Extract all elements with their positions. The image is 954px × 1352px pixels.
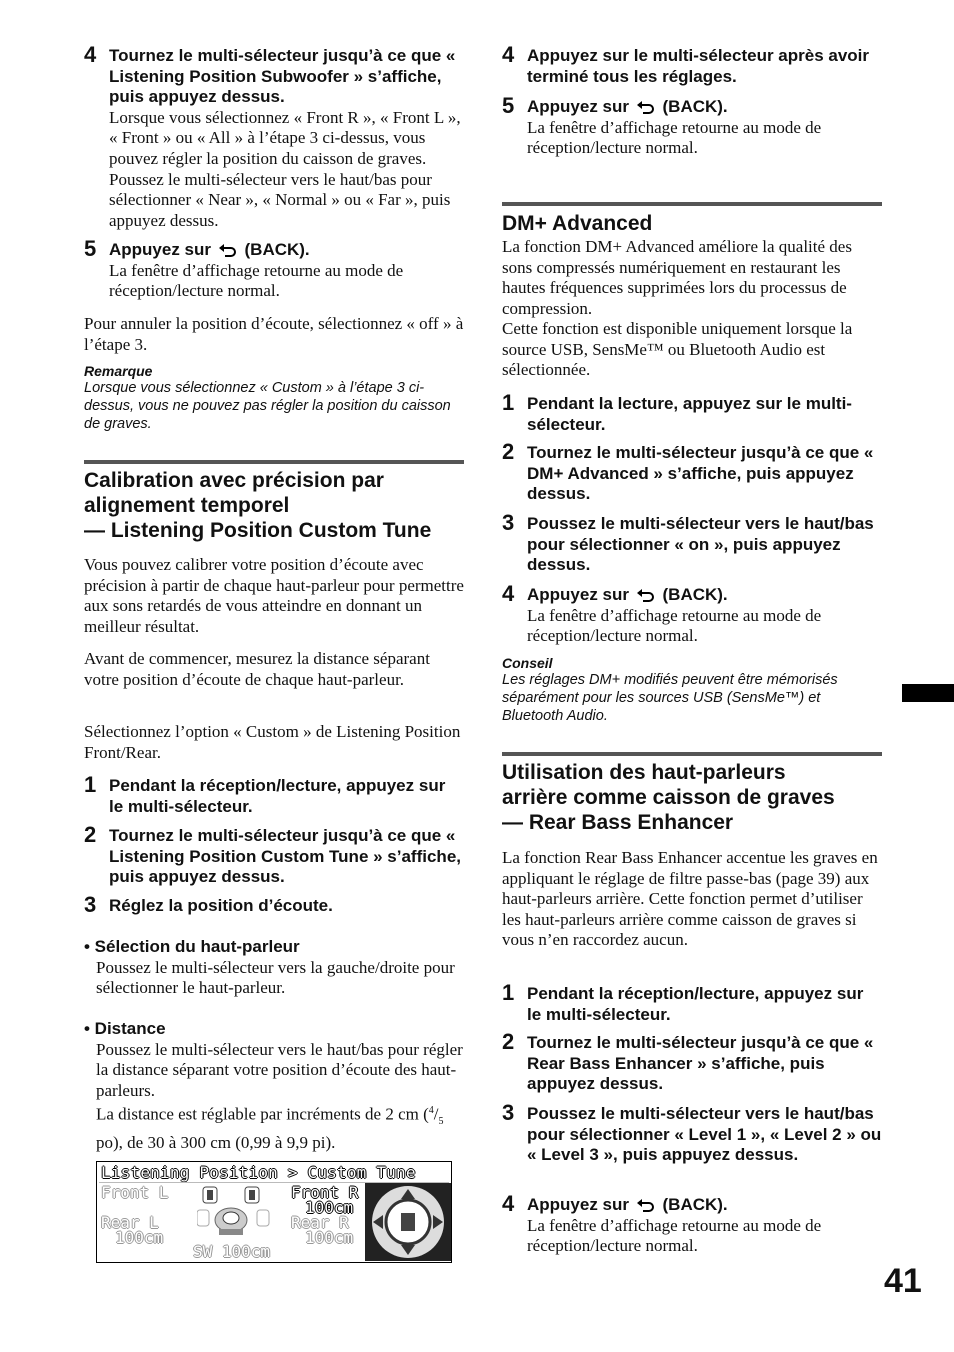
section-title-dm-advanced: DM+ Advanced bbox=[502, 212, 653, 235]
step-5-back bbox=[84, 236, 464, 302]
step-title: Pendant la réception/lecture, appuyez sur le multi-sélecteur. bbox=[527, 984, 864, 1024]
rbe-step-1 bbox=[502, 980, 882, 1025]
lcd-right-panel bbox=[365, 1183, 451, 1261]
fraction-numerator: 4 bbox=[428, 1105, 434, 1117]
bullet-heading: • Distance bbox=[84, 1019, 166, 1038]
back-icon bbox=[636, 1198, 656, 1212]
step-title bbox=[527, 1195, 882, 1216]
lcd-front-r-label: Front R bbox=[291, 1183, 359, 1202]
step-number: 1 bbox=[502, 390, 515, 415]
step-text: Lorsque vous sélectionnez « Front R », « Front L », « Front » ou « All » à l’étape 3 ci-dessus, vous pouvez régler la position du caisson de graves. Poussez le multi-sélecteur vers le haut/bas pour sélectionner « Near », « Normal » ou « Far », puis appuyez dessus. bbox=[109, 107, 461, 230]
title-line: Utilisation des haut-parleurs bbox=[502, 761, 786, 784]
title-line: — Rear Bass Enhancer bbox=[502, 811, 734, 834]
back-icon bbox=[218, 243, 238, 257]
step-title-after: (BACK). bbox=[244, 240, 310, 259]
step-number: 3 bbox=[502, 1100, 515, 1125]
fraction-denominator: 5 bbox=[438, 1116, 444, 1128]
title-line: — Listening Position Custom Tune bbox=[84, 519, 432, 542]
section-rule bbox=[502, 202, 882, 206]
text-part: La distance est réglable par incréments de 2 cm ( bbox=[96, 1105, 429, 1125]
step-title: Appuyez sur le multi-sélecteur après avoir terminé tous les réglages. bbox=[527, 46, 870, 86]
bullet-text: Poussez le multi-sélecteur vers le haut/bas pour régler la distance séparant votre position d’écoute des haut-parleurs. bbox=[96, 1039, 463, 1100]
lcd-title: Listening Position > Custom Tune bbox=[101, 1163, 416, 1182]
step-title-before: Appuyez sur bbox=[527, 97, 630, 116]
section-rule bbox=[502, 752, 882, 756]
rbe-step-4-back bbox=[502, 1191, 882, 1257]
tip-text: Les réglages DM+ modifiés peuvent être mémorisés séparément pour les sources USB (SensMe™) et Bluetooth Audio. bbox=[502, 672, 838, 724]
lcd-rear-l-label: Rear L bbox=[101, 1213, 159, 1232]
section-rule bbox=[84, 460, 464, 464]
step-title: Pendant la lecture, appuyez sur le multi-sélecteur. bbox=[527, 394, 852, 434]
bullet-heading: • Sélection du haut-parleur bbox=[84, 937, 300, 956]
section-title-custom-tune bbox=[84, 468, 474, 543]
step-title bbox=[527, 585, 882, 606]
note-remarque bbox=[84, 363, 464, 433]
step-number: 2 bbox=[502, 439, 515, 464]
step-title-after: (BACK). bbox=[662, 585, 728, 604]
section-title-rear-bass bbox=[502, 760, 892, 835]
step-title: Réglez la position d’écoute. bbox=[109, 896, 333, 915]
step-text: La fenêtre d’affichage retourne au mode de réception/lecture normal. bbox=[109, 260, 404, 301]
step-number: 5 bbox=[84, 236, 97, 261]
step-number: 3 bbox=[502, 510, 515, 535]
paragraph: Vous pouvez calibrer votre position d’écoute avec précision à partir de chaque haut-parleur pour permettre aux sons retardés de vous atteindre en donnant un meilleur résultat. bbox=[84, 555, 464, 636]
lcd-rear-r-value: 100cm bbox=[305, 1228, 354, 1247]
lcd-display-illustration bbox=[96, 1161, 452, 1263]
step-5-back bbox=[502, 93, 882, 159]
step-number: 4 bbox=[84, 42, 97, 67]
step-title bbox=[527, 97, 882, 118]
step-number: 4 bbox=[502, 1191, 515, 1216]
step-number: 4 bbox=[502, 581, 515, 606]
paragraph: Cette fonction est disponible uniquement lorsque la source USB, SensMe™ ou Bluetooth Audio est sélectionnée. bbox=[502, 319, 853, 380]
back-icon bbox=[636, 588, 656, 602]
step-title: Poussez le multi-sélecteur vers le haut/bas pour sélectionner « on », puis appuyez dessus. bbox=[527, 514, 874, 575]
step-title: Poussez le multi-sélecteur vers le haut/bas pour sélectionner « Level 1 », « Level 2 » ou « Level 3 », puis appuyez dessus. bbox=[527, 1104, 882, 1165]
step-title-after: (BACK). bbox=[662, 97, 728, 116]
step-title: Tournez le multi-sélecteur jusqu’à ce que « DM+ Advanced » s’affiche, puis appuyez dessus. bbox=[527, 443, 874, 504]
step-text: La fenêtre d’affichage retourne au mode de réception/lecture normal. bbox=[527, 117, 822, 158]
cancel-text: Pour annuler la position d’écoute, sélectionnez « off » à l’étape 3. bbox=[84, 314, 464, 354]
rbe-step-3 bbox=[502, 1100, 887, 1166]
paragraph: Avant de commencer, mesurez la distance séparant votre position d’écoute de chaque haut-parleur. bbox=[84, 649, 430, 689]
joystick-icon bbox=[365, 1183, 451, 1261]
step-title: Tournez le multi-sélecteur jusqu’à ce que « Rear Bass Enhancer » s’affiche, puis appuyez dessus. bbox=[527, 1033, 874, 1094]
step-title-before: Appuyez sur bbox=[527, 585, 630, 604]
title-line: Calibration avec précision par bbox=[84, 469, 384, 492]
step-4-apply bbox=[502, 42, 882, 87]
step-number: 5 bbox=[502, 93, 515, 118]
dm-step-4-back bbox=[502, 581, 882, 647]
step-title-after: (BACK). bbox=[662, 1195, 728, 1214]
tip-conseil bbox=[502, 655, 882, 725]
dm-step-3 bbox=[502, 510, 882, 576]
paragraph: La fonction DM+ Advanced améliore la qualité des sons compressés numériquement en restaurant les hautes fréquences supprimées lors du processus de compression. bbox=[502, 237, 852, 318]
lcd-subwoofer-value: SW 100cm bbox=[193, 1242, 271, 1261]
page-number: 41 bbox=[884, 1262, 922, 1300]
step-title-before: Appuyez sur bbox=[109, 240, 212, 259]
step-number: 2 bbox=[502, 1029, 515, 1054]
lcd-rear-l-value: 100cm bbox=[115, 1228, 164, 1247]
text-part: po), de 30 à 300 cm (0,99 à 9,9 pi). bbox=[96, 1133, 336, 1153]
bullet-speaker-select bbox=[84, 937, 464, 999]
step-number: 1 bbox=[502, 980, 515, 1005]
speaker-layout-icon bbox=[197, 1184, 377, 1244]
step-title: Tournez le multi-sélecteur jusqu’à ce que « Listening Position Custom Tune » s’affiche, puis appuyez dessus. bbox=[109, 826, 461, 887]
note-text: Lorsque vous sélectionnez « Custom » à l’étape 3 ci-dessus, vous ne pouvez pas régler la position du caisson de graves. bbox=[84, 380, 451, 432]
bullet-distance bbox=[84, 1019, 464, 1154]
back-icon bbox=[636, 100, 656, 114]
dm-step-1 bbox=[502, 390, 882, 435]
bullet-text: Poussez le multi-sélecteur vers la gauche/droite pour sélectionner le haut-parleur. bbox=[96, 957, 455, 998]
chapter-tab-marker bbox=[902, 684, 954, 702]
tip-heading: Conseil bbox=[502, 655, 553, 671]
rbe-step-2 bbox=[502, 1029, 887, 1095]
note-heading: Remarque bbox=[84, 363, 153, 379]
step-title: Pendant la réception/lecture, appuyez sur le multi-sélecteur. bbox=[109, 776, 446, 816]
title-line: alignement temporel bbox=[84, 494, 290, 517]
lcd-rear-r-label: Rear R bbox=[291, 1213, 349, 1232]
lcd-front-l-label: Front L bbox=[101, 1183, 169, 1202]
step-number: 2 bbox=[84, 822, 97, 847]
step-3 bbox=[84, 892, 464, 917]
step-4-subwoofer bbox=[84, 42, 464, 231]
step-number: 3 bbox=[84, 892, 97, 917]
bullet-text-2: La distance est réglable par incréments de 2 cm ($^4/_5$ po), de 30 à 300 cm (0,99 à 9,9 pi). bbox=[96, 1105, 444, 1153]
step-title-before: Appuyez sur bbox=[527, 1195, 630, 1214]
step-title: Tournez le multi-sélecteur jusqu’à ce que « Listening Position Subwoofer » s’affiche, puis appuyez dessus. bbox=[109, 46, 456, 107]
title-line: arrière comme caisson de graves bbox=[502, 786, 835, 809]
step-2 bbox=[84, 822, 469, 888]
step-title bbox=[109, 240, 464, 261]
step-number: 1 bbox=[84, 772, 97, 797]
step-text: La fenêtre d’affichage retourne au mode de réception/lecture normal. bbox=[527, 605, 822, 646]
step-text: La fenêtre d’affichage retourne au mode de réception/lecture normal. bbox=[527, 1215, 822, 1256]
step-number: 4 bbox=[502, 42, 515, 67]
lcd-front-r-value: 100cm bbox=[305, 1198, 354, 1217]
paragraph: La fonction Rear Bass Enhancer accentue les graves en appliquant le réglage de filtre passe-bas (page 39) aux haut-parleurs arrière. Cette fonction permet d’utiliser les haut-parleurs arrière comme caisson de graves si vous n’en raccordez aucun. bbox=[502, 848, 878, 950]
paragraph: Sélectionnez l’option « Custom » de Listening Position Front/Rear. bbox=[84, 722, 461, 762]
dm-step-2 bbox=[502, 439, 882, 505]
step-1 bbox=[84, 772, 464, 817]
